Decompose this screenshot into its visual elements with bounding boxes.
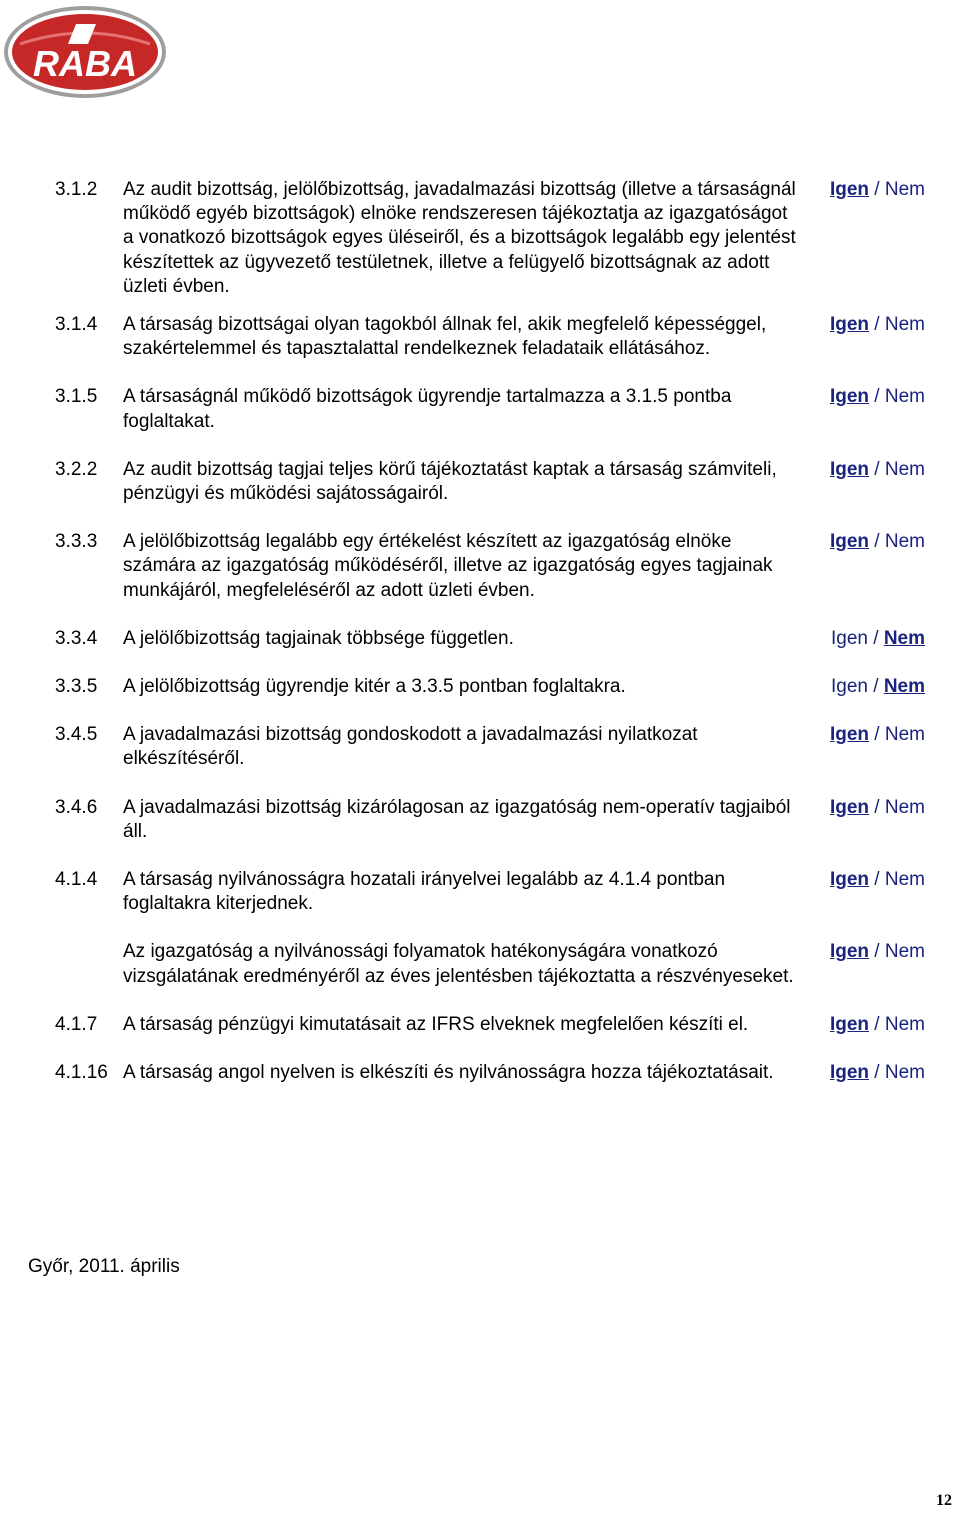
answer-yes: Igen: [829, 941, 870, 963]
checklist-item: [55, 868, 925, 916]
answer-separator: /: [869, 796, 885, 818]
answer-no: Nem: [883, 676, 925, 698]
answer-choice: [830, 530, 925, 554]
answer-no: Nem: [884, 796, 925, 818]
checklist-item: [55, 178, 925, 299]
answer-separator: /: [869, 1013, 885, 1035]
answer-no: Nem: [884, 869, 925, 891]
answer-no: Nem: [884, 1013, 925, 1035]
answer-yes: Igen: [829, 869, 870, 891]
item-number: 3.3.5: [55, 676, 98, 698]
svg-text:RABA: RABA: [33, 43, 137, 84]
item-text: A javadalmazási bizottság gondoskodott a javadalmazási nyilatkozat elkészítéséről.: [123, 724, 698, 770]
item-text: Az audit bizottság tagjai teljes körű tájékoztatást kaptak a társaság számviteli, pénzügyi és működési sajátosságairól.: [123, 458, 777, 505]
checklist-item: [55, 530, 925, 603]
item-text: A társaság bizottságai olyan tagokból állnak fel, akik megfelelő képességgel, szakértelemmel és tapasztalattal rendelkeznek feladataik ellátásához.: [123, 314, 767, 360]
answer-separator: /: [869, 1062, 885, 1084]
item-text: A jelölőbizottság tagjainak többsége független.: [123, 627, 514, 649]
answer-yes: Igen: [830, 627, 868, 649]
answer-choice: [830, 178, 925, 202]
answer-no: Nem: [884, 724, 925, 746]
answer-yes: Igen: [829, 458, 870, 480]
item-number: 3.4.6: [55, 796, 98, 818]
item-text: A jelölőbizottság ügyrendje kitér a 3.3.5 pontban foglaltakra.: [123, 676, 626, 698]
answer-no: Nem: [883, 627, 925, 649]
answer-yes: Igen: [829, 1013, 870, 1035]
answer-separator: /: [869, 458, 885, 480]
answer-no: Nem: [884, 386, 925, 408]
item-number: 3.1.4: [55, 314, 98, 336]
answer-choice: [830, 1013, 925, 1037]
answer-choice: [830, 796, 925, 820]
item-number: 4.1.4: [55, 869, 98, 891]
answer-choice: [830, 1061, 925, 1085]
answer-yes: Igen: [829, 724, 870, 746]
answer-choice: [830, 458, 925, 482]
answer-choice: [831, 675, 925, 699]
answer-yes: Igen: [829, 386, 870, 408]
answer-choice: [830, 940, 925, 964]
answer-choice: [830, 723, 925, 747]
answer-yes: Igen: [829, 1062, 870, 1084]
item-text: A társaságnál működő bizottságok ügyrendje tartalmazza a 3.1.5 pontba foglaltakat.: [123, 386, 732, 432]
raba-logo: [2, 4, 168, 100]
item-text: A javadalmazási bizottság kizárólagosan az igazgatóság nem-operatív tagjaiból áll.: [123, 796, 791, 842]
item-number: 3.3.4: [55, 627, 98, 649]
item-number: 3.2.2: [55, 458, 98, 480]
item-text: Az audit bizottság, jelölőbizottság, javadalmazási bizottság (illetve a társaságnál működő egyéb bizottságok) elnöke rendszeresen tájékoztatja az igazgatóságot a vonatkozó bizottságok egyes üléseiről, és a bizottságok legalább egy jelentést készítettek az ügyvezető testületnek, illetve a felügyelő bizottságnak az adott üzleti évben.: [123, 179, 796, 297]
item-number: 4.1.16: [55, 1062, 108, 1084]
answer-separator: /: [867, 627, 884, 649]
answer-choice: [830, 313, 925, 337]
checklist-item: [55, 940, 925, 988]
answer-no: Nem: [884, 1062, 925, 1084]
answer-separator: /: [869, 386, 885, 408]
answer-separator: /: [869, 869, 885, 891]
answer-yes: Igen: [829, 179, 870, 200]
answer-no: Nem: [884, 314, 925, 336]
answer-no: Nem: [884, 179, 925, 200]
checklist-item: [55, 1013, 925, 1037]
answer-separator: /: [869, 941, 885, 963]
answer-yes: Igen: [830, 676, 868, 698]
answer-no: Nem: [884, 458, 925, 480]
item-number: 3.3.3: [55, 531, 98, 553]
answer-choice: [830, 385, 925, 409]
checklist-item: [55, 385, 925, 433]
answer-choice: [831, 627, 925, 651]
answer-yes: Igen: [829, 796, 870, 818]
answer-separator: /: [869, 179, 885, 200]
item-number: 3.4.5: [55, 724, 98, 746]
checklist-item: [55, 796, 925, 844]
checklist-item: [55, 627, 925, 651]
answer-yes: Igen: [829, 531, 870, 553]
page-number: 12: [936, 1491, 952, 1509]
answer-separator: /: [869, 724, 885, 746]
item-text: A társaság angol nyelven is elkészíti és nyilvánosságra hozza tájékoztatásait.: [123, 1062, 774, 1084]
checklist-item: [55, 1061, 925, 1085]
checklist: [55, 178, 925, 1085]
answer-separator: /: [869, 314, 885, 336]
answer-separator: /: [867, 676, 884, 698]
answer-yes: Igen: [829, 314, 870, 336]
item-number: 3.1.2: [55, 179, 98, 200]
item-text: Az igazgatóság a nyilvánossági folyamatok hatékonyságára vonatkozó vizsgálatának eredményéről az éves jelentésben tájékoztatta a részvényeseket.: [123, 941, 794, 987]
checklist-item: [55, 313, 925, 361]
item-text: A társaság nyilvánosságra hozatali irányelvei legalább az 4.1.4 pontban foglaltakra kiterjednek.: [123, 869, 726, 915]
answer-separator: /: [869, 531, 885, 553]
item-text: A társaság pénzügyi kimutatásait az IFRS elveknek megfelelően készíti el.: [123, 1013, 749, 1035]
item-number: 4.1.7: [55, 1013, 98, 1035]
answer-choice: [830, 868, 925, 892]
answer-no: Nem: [884, 531, 925, 553]
checklist-item: [55, 675, 925, 699]
checklist-item: [55, 458, 925, 506]
answer-no: Nem: [884, 941, 925, 963]
item-number: 3.1.5: [55, 386, 98, 408]
checklist-item: [55, 723, 925, 771]
place-date: Győr, 2011. április: [28, 1256, 180, 1277]
item-text: A jelölőbizottság legalább egy értékelést készített az igazgatóság elnöke számára az igazgatóság működéséről, illetve az igazgatóság egyes tagjainak munkájáról, megfeleléséről az adott üzleti évben.: [123, 531, 773, 601]
